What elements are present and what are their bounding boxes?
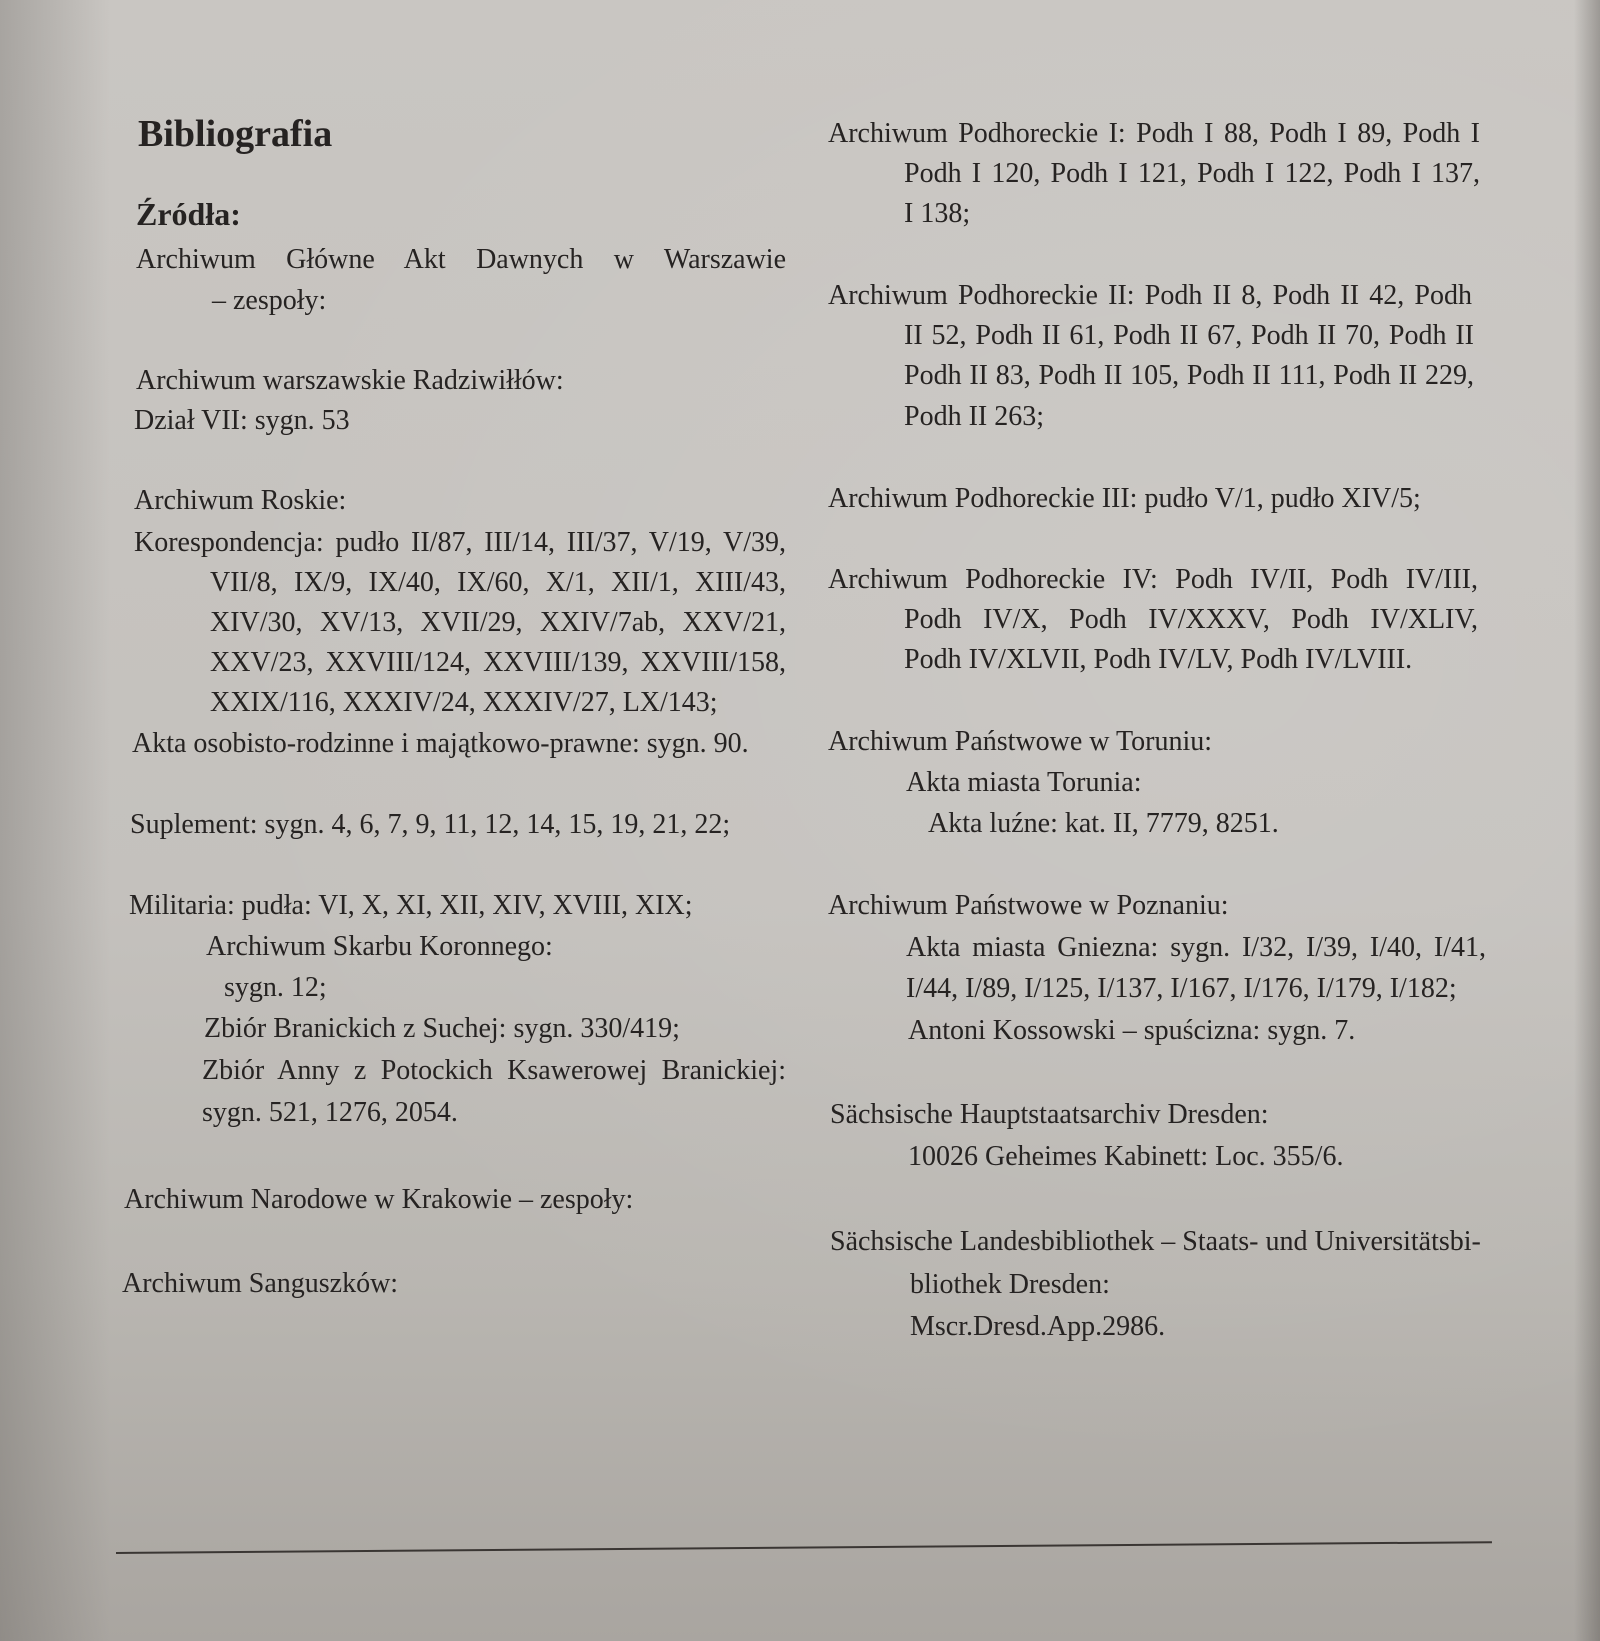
entry-suplement: Suplement: sygn. 4, 6, 7, 9, 11, 12, 14, 15, 19, 21, 22;: [130, 809, 731, 840]
entry-poznan: Archiwum Państwowe w Poznaniu:: [828, 890, 1229, 921]
entry-podhoreckie-2-4: Podh II 263;: [904, 401, 1044, 432]
entry-anny-sygn: sygn. 521, 1276, 2054.: [202, 1097, 458, 1128]
entry-agad-cont: – zespoły:: [212, 285, 327, 316]
entry-gniezno-2: I/44, I/89, I/125, I/137, I/167, I/176, I/179, I/182;: [906, 973, 1457, 1004]
entry-slub-2: bliothek Dresden:: [910, 1269, 1110, 1300]
entry-anny: Zbiór Anny z Potockich Ksawerowej Branickiej:: [202, 1055, 786, 1086]
entry-podhoreckie-4-2: Podh IV/X, Podh IV/XXXV, Podh IV/XLIV,: [904, 604, 1478, 635]
entry-podhoreckie-3: Archiwum Podhoreckie III: pudło V/1, pudło XIV/5;: [828, 483, 1421, 514]
entry-podhoreckie-1-2: Podh I 120, Podh I 121, Podh I 122, Podh I 137,: [904, 158, 1480, 189]
entry-podhoreckie-4-3: Podh IV/XLVII, Podh IV/LV, Podh IV/LVIII.: [904, 644, 1413, 675]
entry-torun: Archiwum Państwowe w Toruniu:: [828, 726, 1213, 757]
entry-korespondencja-4: XXV/23, XXVIII/124, XXVIII/139, XXVIII/158,: [210, 647, 786, 678]
page-shadow: [0, 0, 110, 1641]
entry-dresden: Sächsische Hauptstaatsarchiv Dresden:: [830, 1099, 1269, 1130]
entry-kabinett: 10026 Geheimes Kabinett: Loc. 355/6.: [908, 1141, 1344, 1172]
entry-podhoreckie-1: Archiwum Podhoreckie I: Podh I 88, Podh I 89, Podh I: [828, 118, 1480, 149]
entry-podhoreckie-1-3: I 138;: [904, 198, 971, 229]
entry-agad: Archiwum Główne Akt Dawnych w Warszawie: [136, 244, 786, 275]
page-title: Bibliografia: [138, 113, 333, 155]
entry-militaria: Militaria: pudła: VI, X, XI, XII, XIV, XVIII, XIX;: [129, 890, 693, 921]
entry-roskie: Archiwum Roskie:: [134, 485, 347, 516]
entry-korespondencja-5: XXIX/116, XXXIV/24, XXXIV/27, LX/143;: [210, 687, 718, 718]
entry-kossowski: Antoni Kossowski – spuścizna: sygn. 7.: [908, 1015, 1356, 1046]
entry-skarb-sygn: sygn. 12;: [224, 972, 327, 1003]
entry-podhoreckie-2-3: Podh II 83, Podh II 105, Podh II 111, Podh II 229,: [904, 360, 1474, 391]
entry-podhoreckie-2: Archiwum Podhoreckie II: Podh II 8, Podh II 42, Podh: [828, 280, 1472, 311]
entry-korespondencja-2: VII/8, IX/9, IX/40, IX/60, X/1, XII/1, XIII/43,: [210, 567, 786, 598]
entry-torun-luzne: Akta luźne: kat. II, 7779, 8251.: [928, 808, 1279, 839]
entry-mscr: Mscr.Dresd.App.2986.: [910, 1311, 1166, 1342]
entry-podhoreckie-2-2: II 52, Podh II 61, Podh II 67, Podh II 70, Podh II: [904, 320, 1474, 351]
sources-heading: Źródła:: [136, 196, 241, 232]
entry-branickich: Zbiór Branickich z Suchej: sygn. 330/419;: [204, 1013, 680, 1044]
entry-skarb: Archiwum Skarbu Koronnego:: [206, 931, 553, 962]
entry-dzial: Dział VII: sygn. 53: [134, 405, 350, 436]
entry-sanguszko: Archiwum Sanguszków:: [122, 1268, 399, 1299]
entry-torun-akta: Akta miasta Torunia:: [906, 767, 1142, 798]
footer-rule: [116, 1541, 1492, 1554]
entry-krakow: Archiwum Narodowe w Krakowie – zespoły:: [124, 1184, 634, 1215]
entry-gniezno: Akta miasta Gniezna: sygn. I/32, I/39, I/40, I/41,: [906, 932, 1486, 963]
entry-akta-osobisto: Akta osobisto-rodzinne i majątkowo-prawne: sygn. 90.: [132, 728, 749, 759]
entry-podhoreckie-4: Archiwum Podhoreckie IV: Podh IV/II, Podh IV/III,: [828, 564, 1478, 595]
entry-korespondencja-3: XIV/30, XV/13, XVII/29, XXIV/7ab, XXV/21,: [210, 607, 786, 638]
entry-korespondencja: Korespondencja: pudło II/87, III/14, III/37, V/19, V/39,: [134, 527, 786, 558]
page-edge: [1574, 0, 1600, 1641]
entry-radziwill: Archiwum warszawskie Radziwiłłów:: [136, 365, 564, 396]
entry-slub: Sächsische Landesbibliothek – Staats- und Universitätsbi-: [830, 1226, 1481, 1257]
